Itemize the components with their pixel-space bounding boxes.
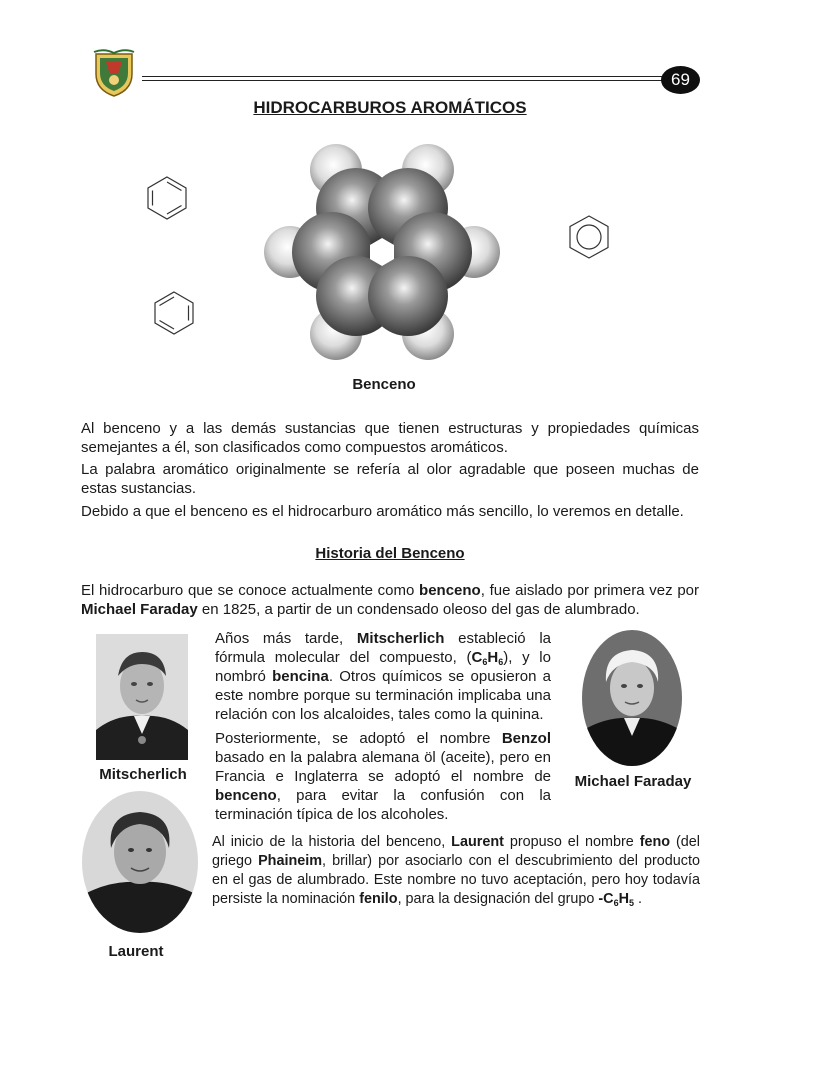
benzene-aromatic-ring	[566, 214, 612, 260]
header-rule	[142, 76, 670, 77]
intro-paragraph-3: Debido a que el benceno es el hidrocarburo aromático más sencillo, lo veremos en detalle.	[81, 503, 684, 520]
portrait-mitscherlich	[96, 634, 188, 760]
caption-michael-faraday: Michael Faraday	[574, 773, 692, 790]
portrait-laurent	[81, 790, 199, 934]
section-heading: Historia del Benceno	[315, 545, 465, 562]
caption-laurent: Laurent	[108, 943, 164, 960]
caption-mitscherlich: Mitscherlich	[99, 766, 187, 783]
history-paragraph-4: Al inicio de la historia del benceno, Laurent propuso el nombre feno (del griego Phaineim, brillar) por asociarlo con el descubrimiento del producto en el gas de alumbrado. Este nombre no tuvo aceptación, pero hoy todavía persiste la nominación fenilo, para la designación del grupo $-C_6H_5$ .	[212, 834, 701, 908]
header-rule-secondary	[142, 80, 670, 81]
page-number-badge: 69	[661, 66, 700, 94]
portrait-michael-faraday	[580, 628, 684, 768]
crest-logo	[92, 48, 136, 98]
benzene-kekule-ring-bottom	[151, 289, 197, 337]
history-paragraph-1: El hidrocarburo que se conoce actualmente como benceno, fue aislado por primera vez por Michael Faraday en 1825, a partir de un condensado oleoso del gas de alumbrado.	[81, 582, 699, 618]
intro-paragraph-2: La palabra aromático originalmente se refería al olor agradable que poseen muchas de estas sustancias.	[81, 461, 699, 497]
page-title: HIDROCARBUROS AROMÁTICOS	[253, 98, 527, 117]
history-paragraph-2: Años más tarde, Mitscherlich estableció la fórmula molecular del compuesto, $(C_6H_6)$, y lo nombró bencina. Otros químicos se opusieron a este nombre porque su terminación implicaba una relación con los alcaloides, tales como la quinina.	[215, 630, 552, 723]
history-paragraph-3: Posteriormente, se adoptó el nombre Benzol basado en la palabra alemana öl (aceite), pero en Francia e Inglaterra se adoptó el nombre de benceno, para evitar la confusión con la terminación típica de los alcoholes.	[215, 730, 551, 823]
benzene-kekule-ring-top	[144, 174, 190, 222]
benzene-space-filling-model	[262, 142, 502, 362]
intro-paragraph-1: Al benceno y a las demás sustancias que tienen estructuras y propiedades químicas semejantes a él, son clasificados como compuestos aromáticos.	[81, 420, 699, 456]
figure-caption: Benceno	[352, 376, 416, 393]
